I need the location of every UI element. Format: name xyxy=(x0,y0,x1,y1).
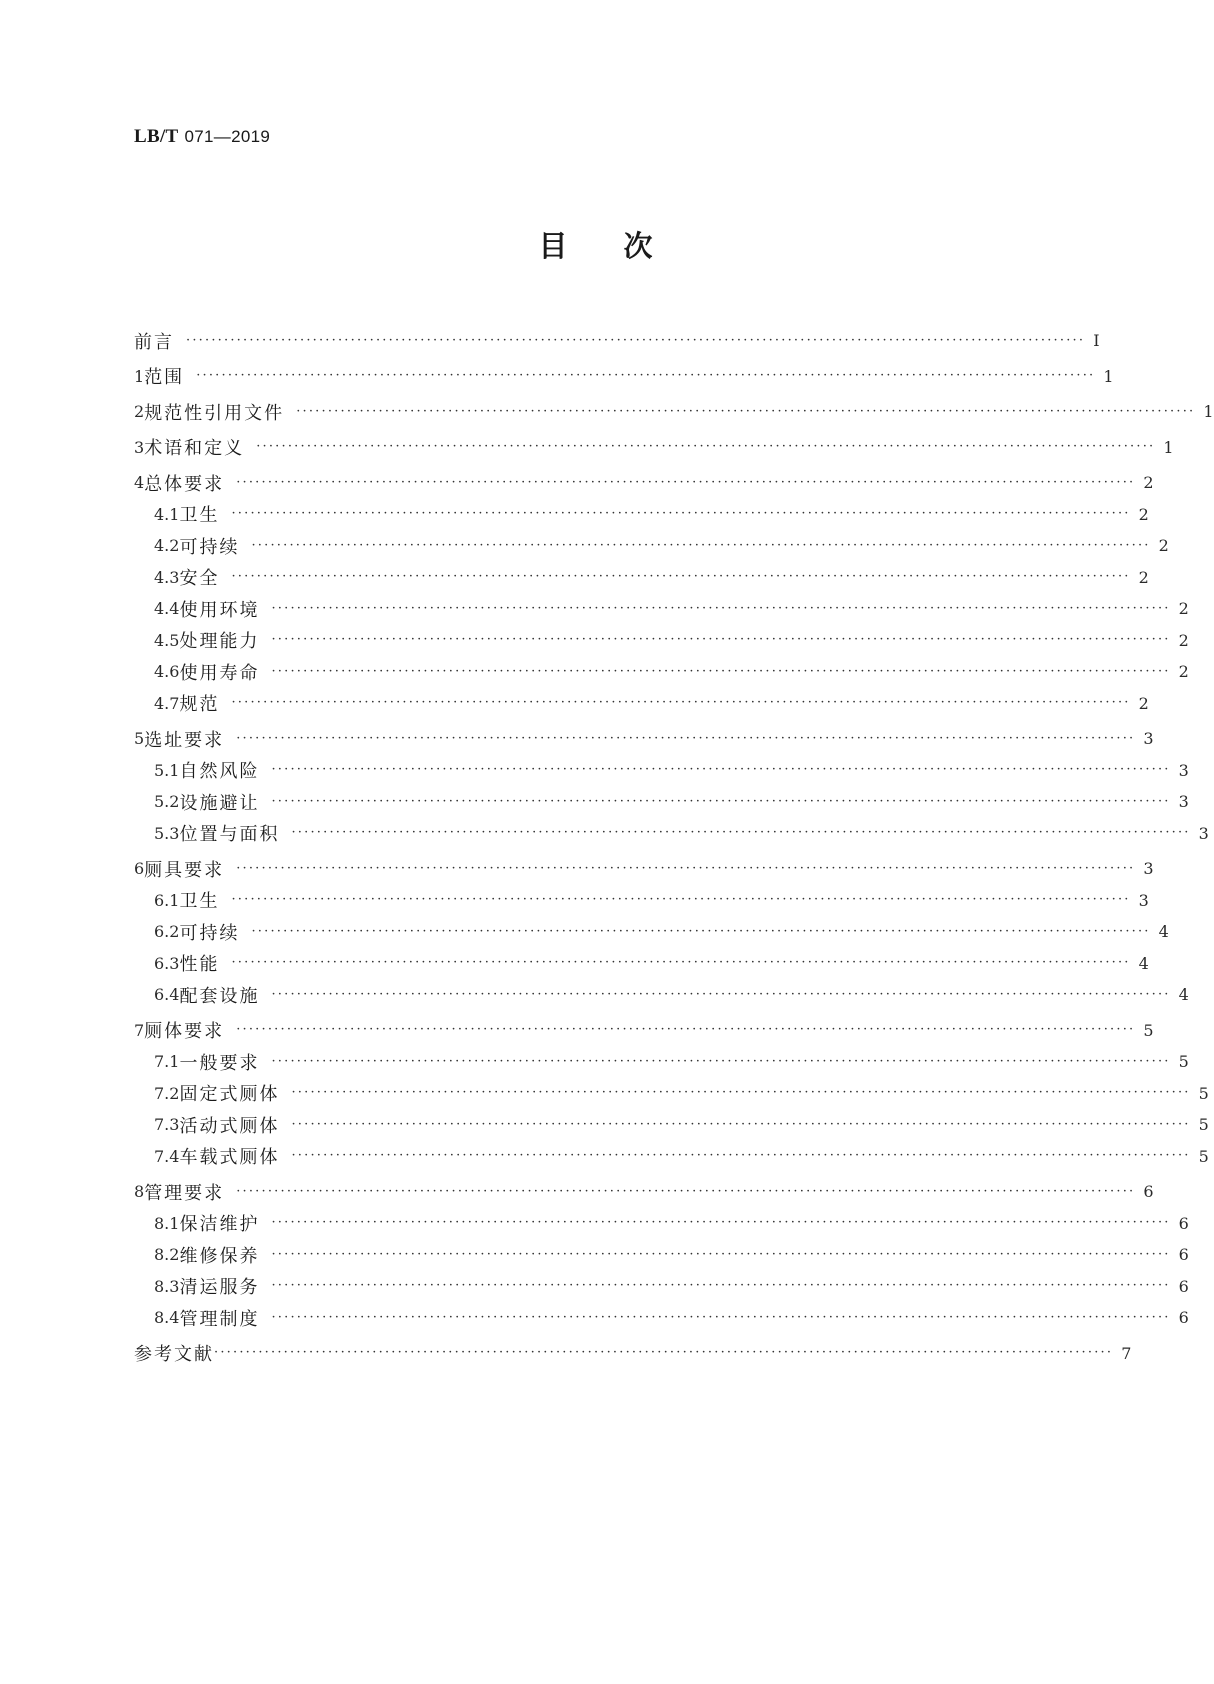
toc-leader-dots: ·············································································································································· xyxy=(236,1183,1136,1199)
toc-entry-number: 6 xyxy=(134,859,145,879)
toc-entry-page: 5 xyxy=(1143,1020,1154,1040)
toc-entry xyxy=(134,530,1169,562)
toc-entry-number: 7.4 xyxy=(154,1146,180,1166)
toc-entry-title: 规范 xyxy=(179,694,220,716)
toc-entry-title: 厕具要求 xyxy=(144,859,225,881)
toc-leader-dots: ·············································································································································· xyxy=(231,569,1131,585)
page-title: 目次 xyxy=(538,229,709,263)
toc-entry-number: 7 xyxy=(134,1020,145,1040)
toc-entry-number: 1 xyxy=(134,366,145,386)
toc-entry xyxy=(134,656,1189,688)
toc-entry-number: 2 xyxy=(134,402,145,422)
toc-leader-dots: ·············································································································································· xyxy=(271,1053,1171,1069)
toc-entry xyxy=(134,916,1169,948)
toc-entry-page: 5 xyxy=(1198,1083,1209,1103)
toc-entry-title: 清运服务 xyxy=(179,1277,260,1299)
toc-entry-number: 6.4 xyxy=(154,985,180,1005)
toc-entry-page: 2 xyxy=(1178,630,1189,650)
toc-entry-page: 4 xyxy=(1178,985,1189,1005)
toc-entry-number: 7.3 xyxy=(154,1115,180,1135)
toc-entry-number: 8.3 xyxy=(154,1276,180,1296)
toc-entry-page: 3 xyxy=(1143,729,1154,749)
toc-entry-page: 7 xyxy=(1121,1343,1132,1363)
toc-entry-page: 5 xyxy=(1178,1052,1189,1072)
toc-leader-dots: ·············································································································································· xyxy=(271,793,1171,809)
toc-entry-title: 性能 xyxy=(179,954,220,976)
toc-entry-title: 使用寿命 xyxy=(179,662,260,684)
toc-entry-number: 4 xyxy=(134,473,145,493)
toc-entry-number: 6.1 xyxy=(154,890,180,910)
toc-entry-title: 选址要求 xyxy=(144,729,225,751)
toc-leader-dots: ·············································································································································· xyxy=(236,730,1136,746)
toc-entry xyxy=(134,1078,1209,1110)
toc-entry xyxy=(134,853,1154,885)
toc-entry-page: 4 xyxy=(1158,922,1169,942)
toc-leader-dots: ·············································································································································· xyxy=(214,1345,1114,1361)
toc-entry xyxy=(134,755,1189,787)
toc-leader-dots: ·············································································································································· xyxy=(271,1309,1171,1325)
toc-leader-dots: ·············································································································································· xyxy=(231,892,1131,908)
toc-entry-number: 4.3 xyxy=(154,567,180,587)
toc-entry-page: 3 xyxy=(1143,859,1154,879)
toc-leader-dots: ·············································································································································· xyxy=(236,1022,1136,1038)
toc-entry-number: 8.2 xyxy=(154,1245,180,1265)
toc-leader-dots: ·············································································································································· xyxy=(271,632,1171,648)
toc-entry-title: 厕体要求 xyxy=(144,1021,225,1043)
toc-entry-title: 使用环境 xyxy=(179,599,260,621)
toc-entry xyxy=(134,467,1154,499)
toc-leader-dots: ·············································································································································· xyxy=(196,368,1096,384)
toc-entry-page: 5 xyxy=(1198,1115,1209,1135)
toc-entry-title: 总体要求 xyxy=(144,473,225,495)
toc-entry-title: 术语和定义 xyxy=(144,438,245,460)
toc-entry-title: 配套设施 xyxy=(179,985,260,1007)
toc-entry-page: 6 xyxy=(1178,1308,1189,1328)
toc-entry xyxy=(134,1338,1132,1370)
toc-entry-page: Ⅰ xyxy=(1093,331,1100,351)
toc-entry-number: 3 xyxy=(134,437,145,457)
toc-entry-number: 7.1 xyxy=(154,1052,180,1072)
toc-leader-dots: ·············································································································································· xyxy=(251,537,1151,553)
toc-leader-dots: ·············································································································································· xyxy=(186,332,1086,348)
toc-entry xyxy=(134,885,1149,917)
toc-entry xyxy=(134,1239,1189,1271)
toc-entry-page: 2 xyxy=(1138,504,1149,524)
toc-entry-page: 2 xyxy=(1138,567,1149,587)
toc-entry-title: 管理制度 xyxy=(179,1308,260,1330)
toc-leader-dots: ·············································································································································· xyxy=(231,955,1131,971)
toc-entry-title: 保洁维护 xyxy=(179,1214,260,1236)
toc-leader-dots: ·············································································································································· xyxy=(291,1085,1191,1101)
toc-leader-dots: ·············································································································································· xyxy=(291,825,1191,841)
toc-entry-page: 2 xyxy=(1138,693,1149,713)
toc-leader-dots: ·············································································································································· xyxy=(271,600,1171,616)
toc-entry xyxy=(134,1109,1209,1141)
toc-entry xyxy=(134,1176,1154,1208)
toc-entry xyxy=(134,818,1209,850)
toc-entry-page: 6 xyxy=(1178,1245,1189,1265)
toc-entry-title: 可持续 xyxy=(179,922,240,944)
toc-entry xyxy=(134,593,1189,625)
toc-entry xyxy=(134,1208,1189,1240)
toc-entry xyxy=(134,396,1214,428)
toc-entry-title: 维修保养 xyxy=(179,1245,260,1267)
toc-leader-dots: ·············································································································································· xyxy=(231,506,1131,522)
toc-entry-number: 5 xyxy=(134,729,145,749)
toc-entry-number: 4.4 xyxy=(154,599,180,619)
toc-entry-title: 位置与面积 xyxy=(179,824,280,846)
toc-entry-title: 参考文献 xyxy=(134,1344,214,1366)
toc-entry-page: 2 xyxy=(1143,473,1154,493)
toc-entry-title: 可持续 xyxy=(179,536,240,558)
toc-entry-title: 卫生 xyxy=(179,505,220,527)
toc-entry-page: 1 xyxy=(1163,437,1174,457)
toc-entry-number: 7.2 xyxy=(154,1083,180,1103)
toc-entry xyxy=(134,432,1174,464)
toc-entry xyxy=(134,723,1154,755)
toc-leader-dots: ·············································································································································· xyxy=(291,1148,1191,1164)
toc-entry-page: 3 xyxy=(1178,792,1189,812)
toc-entry-page: 2 xyxy=(1178,599,1189,619)
toc-entry-title: 安全 xyxy=(179,568,220,590)
toc-leader-dots: ·············································································································································· xyxy=(271,986,1171,1002)
toc-entry-number: 5.1 xyxy=(154,760,180,780)
toc-entry-page: 2 xyxy=(1158,536,1169,556)
toc-entry-page: 1 xyxy=(1103,366,1114,386)
toc-entry xyxy=(134,361,1114,393)
toc-entry-number: 6.2 xyxy=(154,922,180,942)
toc-entry-page: 2 xyxy=(1178,662,1189,682)
toc-entry xyxy=(134,948,1149,980)
toc-entry-title: 前言 xyxy=(134,331,174,353)
toc-entry-page: 6 xyxy=(1178,1213,1189,1233)
toc-entry-title: 活动式厕体 xyxy=(179,1115,280,1137)
toc-leader-dots: ·············································································································································· xyxy=(236,474,1136,490)
toc-entry xyxy=(134,1141,1209,1173)
toc-entry-number: 4.7 xyxy=(154,693,180,713)
toc-entry-title: 自然风险 xyxy=(179,761,260,783)
toc-entry-title: 卫生 xyxy=(179,891,220,913)
document-code xyxy=(134,126,270,148)
table-of-contents xyxy=(134,325,1214,1369)
toc-leader-dots: ·············································································································································· xyxy=(271,1215,1171,1231)
document-code-prefix: LB/T xyxy=(134,126,179,147)
toc-entry-number: 8.1 xyxy=(154,1213,180,1233)
toc-entry xyxy=(134,562,1149,594)
toc-entry xyxy=(134,1046,1189,1078)
toc-entry-number: 5.3 xyxy=(154,823,180,843)
toc-entry-title: 设施避让 xyxy=(179,792,260,814)
toc-entry-title: 处理能力 xyxy=(179,631,260,653)
toc-entry-page: 3 xyxy=(1198,823,1209,843)
toc-entry xyxy=(134,1271,1189,1303)
toc-entry-title: 范围 xyxy=(144,367,185,389)
toc-leader-dots: ·············································································································································· xyxy=(291,1116,1191,1132)
toc-entry-page: 3 xyxy=(1138,890,1149,910)
toc-entry xyxy=(134,625,1189,657)
toc-entry-number: 4.6 xyxy=(154,662,180,682)
toc-entry xyxy=(134,1015,1154,1047)
toc-entry-number: 8.4 xyxy=(154,1308,180,1328)
toc-leader-dots: ·············································································································································· xyxy=(231,695,1131,711)
toc-entry xyxy=(134,979,1189,1011)
toc-entry-page: 1 xyxy=(1203,402,1214,422)
toc-entry xyxy=(134,325,1100,357)
toc-entry xyxy=(134,499,1149,531)
toc-leader-dots: ·············································································································································· xyxy=(271,1246,1171,1262)
toc-entry-title: 管理要求 xyxy=(144,1182,225,1204)
toc-entry-number: 6.3 xyxy=(154,953,180,973)
toc-entry-number: 4.5 xyxy=(154,630,180,650)
document-code-number: 071—2019 xyxy=(184,127,271,146)
toc-entry xyxy=(134,688,1149,720)
toc-entry-number: 4.2 xyxy=(154,536,180,556)
toc-leader-dots: ·············································································································································· xyxy=(236,860,1136,876)
toc-entry-title: 固定式厕体 xyxy=(179,1084,280,1106)
toc-leader-dots: ·············································································································································· xyxy=(271,1278,1171,1294)
toc-entry-page: 6 xyxy=(1143,1182,1154,1202)
toc-entry-page: 6 xyxy=(1178,1276,1189,1296)
toc-leader-dots: ·············································································································································· xyxy=(271,762,1171,778)
toc-entry-title: 车载式厕体 xyxy=(179,1147,280,1169)
toc-entry-title: 一般要求 xyxy=(179,1052,260,1074)
toc-entry-page: 5 xyxy=(1198,1146,1209,1166)
toc-entry xyxy=(134,786,1189,818)
toc-entry-page: 4 xyxy=(1138,953,1149,973)
toc-leader-dots: ·············································································································································· xyxy=(251,923,1151,939)
toc-entry xyxy=(134,1302,1189,1334)
toc-entry-title: 规范性引用文件 xyxy=(144,402,285,424)
toc-entry-page: 3 xyxy=(1178,760,1189,780)
toc-leader-dots: ·············································································································································· xyxy=(271,663,1171,679)
toc-leader-dots: ·············································································································································· xyxy=(296,403,1196,419)
toc-entry-number: 5.2 xyxy=(154,792,180,812)
toc-entry-number: 8 xyxy=(134,1182,145,1202)
toc-leader-dots: ·············································································································································· xyxy=(256,439,1156,455)
toc-entry-number: 4.1 xyxy=(154,504,180,524)
